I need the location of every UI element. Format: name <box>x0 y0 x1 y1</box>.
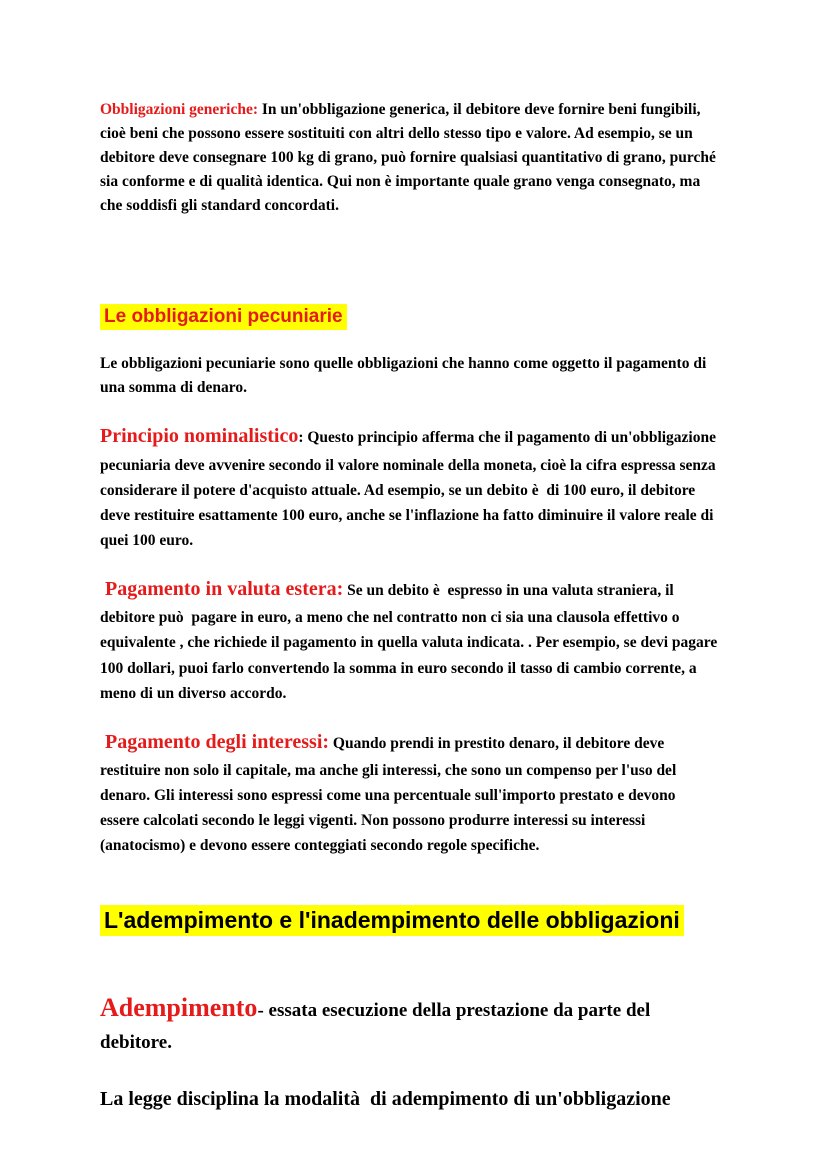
pagamento-interessi-label: Pagamento degli interessi: <box>100 730 330 753</box>
paragraph-adempimento <box>100 988 718 1058</box>
pagamento-interessi-text: Quando prendi in prestito denaro, il debitore deve restituire non solo il capitale, ma anche gli interessi, che sono un compenso per l'uso del denaro. Gli interessi sono espressi come una percentuale sull'importo prestato e devono essere calcolati secondo le leggi vigenti. Non possono produrre interessi su interessi (anatocismo) e devono essere conteggiati secondo regole specifiche. <box>100 734 681 855</box>
obbligazioni-generiche-label: Obbligazioni generiche: <box>100 101 259 118</box>
heading-pecuniarie-highlight: Le obbligazioni pecuniarie <box>100 304 347 330</box>
paragraph-pecuniarie-intro: Le obbligazioni pecuniarie sono quelle obbligazioni che hanno come oggetto il pagamento di una somma di denaro. <box>100 355 711 397</box>
obbligazioni-generiche-text: In un'obbligazione generica, il debitore deve fornire beni fungibili, cioè beni che possono essere sostituiti con altri dello stesso tipo e valore. Ad esempio, se un debitore deve consegnare 100 kg di grano, può fornire qualsiasi quantitativo di grano, purché sia conforme e di qualità identica. Qui non è importante quale grano venga consegnato, ma che soddisfi gli standard concordati. <box>100 101 720 215</box>
paragraph-legge-modalita: La legge disciplina la modalità di adempimento di un'obbligazione <box>100 1088 671 1111</box>
heading-adempimento-inadempimento <box>100 905 718 936</box>
adempimento-text: - essata esecuzione della prestazione da parte del debitore. <box>100 999 655 1053</box>
section-pagamento-interessi <box>100 726 718 859</box>
pagamento-valuta-estera-text: Se un debito è espresso in una valuta straniera, il debitore può pagare in euro, a meno che nel contratto non ci sia una clausola effettivo o equivalente , che richiede il pagamento in quella valuta indicata. . Per esempio, se devi pagare 100 dollari, puoi farlo convertendo la somma in euro secondo il tasso di cambio corrente, a meno di un diverso accordo. <box>100 581 722 702</box>
heading-le-obbligazioni-pecuniarie <box>100 304 718 330</box>
paragraph-obbligazioni-generiche <box>100 98 718 218</box>
adempimento-label: Adempimento <box>100 992 258 1022</box>
pagamento-valuta-estera-label: Pagamento in valuta estera: <box>100 577 344 600</box>
principio-nominalistico-label: Principio nominalistico <box>100 425 299 448</box>
heading-adempimento-highlight: L'adempimento e l'inadempimento delle obbligazioni <box>100 905 684 936</box>
principio-nominalistico-text: : Questo principio afferma che il pagamento di un'obbligazione pecuniaria deve avvenire secondo il valore nominale della moneta, cioè la cifra espressa senza considerare il potere d'acquisto attuale. Ad esempio, se un debito è di 100 euro, il debitore deve restituire esattamente 100 euro, anche se l'inflazione ha fatto diminuire il valore reale di quei 100 euro. <box>100 429 720 549</box>
section-pagamento-valuta-estera <box>100 573 722 706</box>
section-principio-nominalistico <box>100 420 718 553</box>
